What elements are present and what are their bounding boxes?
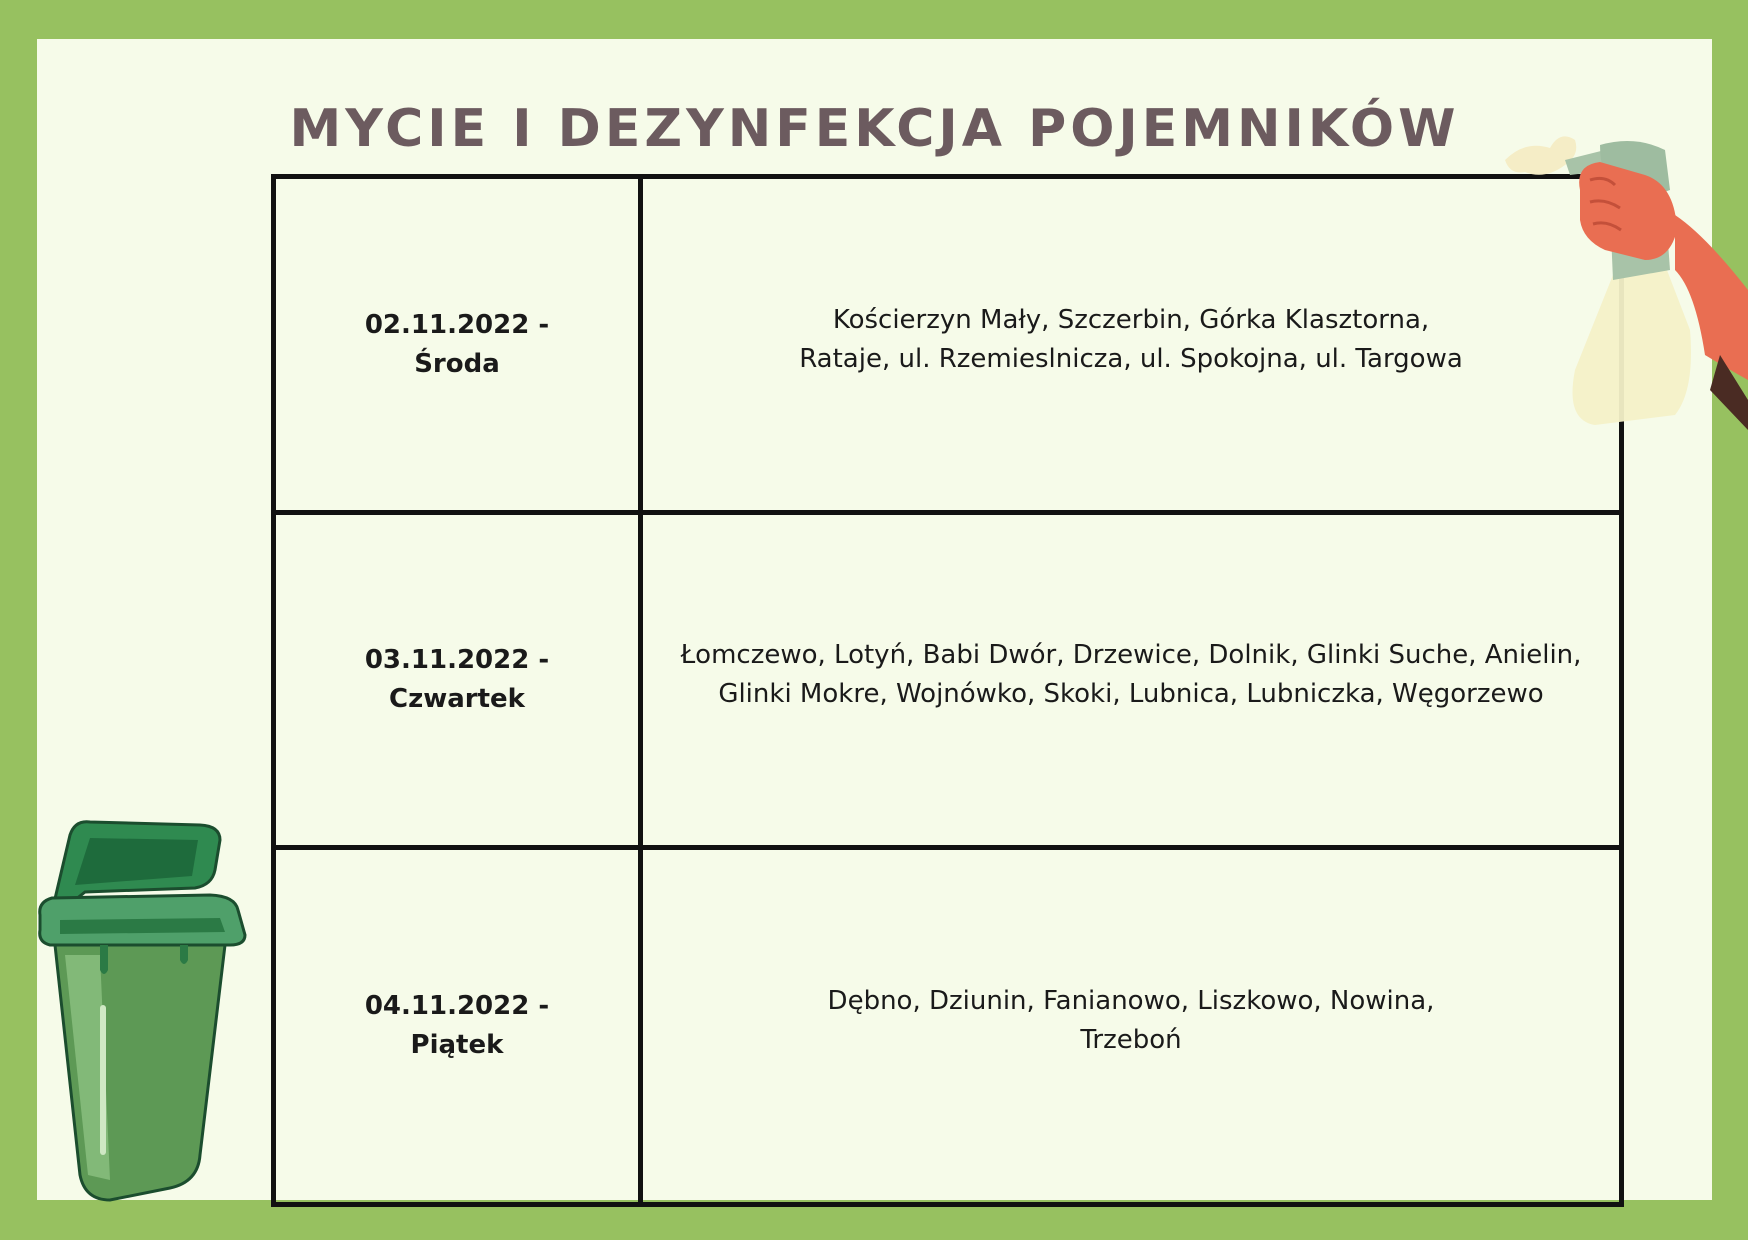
waste-bin-icon	[30, 810, 260, 1210]
places-cell-3: Dębno, Dziunin, Fanianowo, Liszkowo, Nowina, Trzeboń	[827, 986, 1435, 1055]
places-cell-1: Kościerzyn Mały, Szczerbin, Górka Klasztorna, Rataje, ul. Rzemieslnicza, ul. Spokojna, ul. Targowa	[643, 179, 1619, 515]
date-cell-1: 02.11.2022 - Środa	[276, 179, 643, 515]
page-title: MYCIE I DEZYNFEKCJA POJEMNIKÓW	[289, 99, 1460, 159]
poster-panel	[37, 39, 1712, 1200]
date-cell-2: 03.11.2022 - Czwartek	[276, 515, 643, 850]
date-cell-3: 04.11.2022 - Piątek	[276, 850, 643, 1202]
spray-bottle-hand-icon	[1505, 120, 1748, 430]
places-cell-2: Łomczewo, Lotyń, Babi Dwór, Drzewice, Dolnik, Glinki Suche, Anielin, Glinki Mokre, Wojnówko, Skoki, Lubnica, Lubniczka, Węgorzewo	[643, 515, 1619, 850]
schedule-table	[271, 174, 1624, 1207]
